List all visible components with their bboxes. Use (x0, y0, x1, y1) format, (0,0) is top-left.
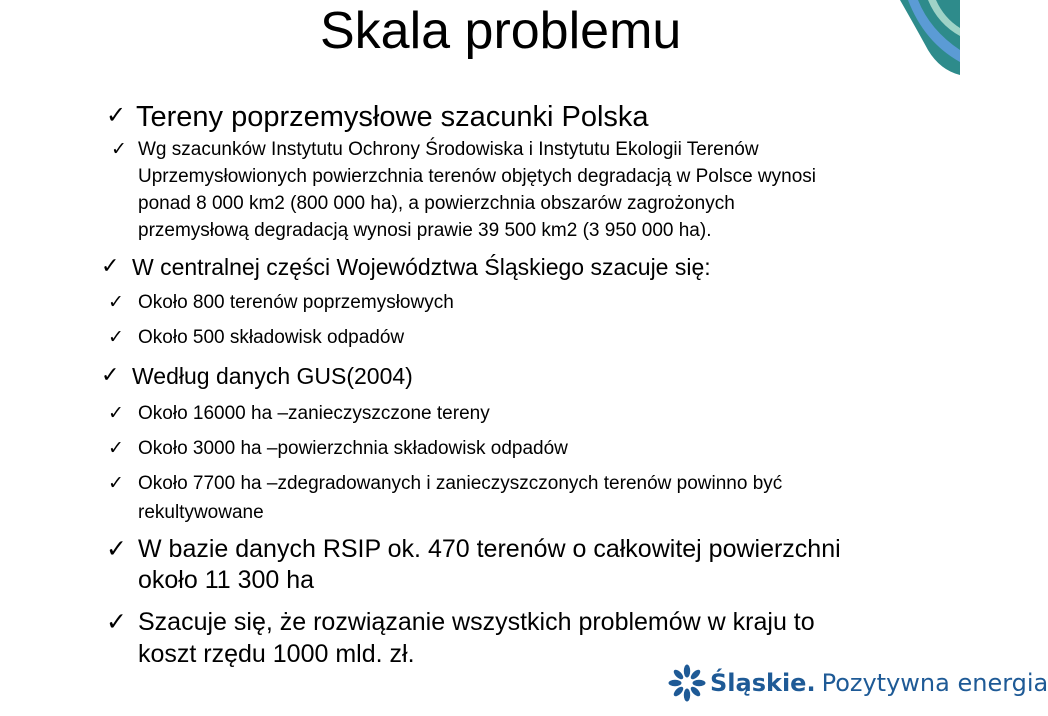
checkmark-icon: ✓ (101, 363, 120, 388)
bullet-text-line: przemysłową degradacją wynosi prawie 39 500 km2 (3 950 000 ha). (138, 220, 712, 241)
bullet-text-line: Uprzemysłowionych powierzchnia terenów objętych degradacją w Polsce wynosi (138, 166, 816, 187)
checkmark-icon: ✓ (106, 534, 127, 563)
bullet-text: Około 3000 ha –powierzchnia składowisk odpadów (138, 438, 568, 459)
bullet-text: Według danych GUS(2004) (132, 363, 413, 389)
bullet-text-line: W bazie danych RSIP ok. 470 terenów o całkowitej powierzchni (138, 535, 841, 563)
bullet-text-line: ponad 8 000 km2 (800 000 ha), a powierzchnia obszarów zagrożonych (138, 193, 735, 214)
bullet-text: Tereny poprzemysłowe szacunki Polska (136, 101, 649, 133)
bullet-text: Około 500 składowisk odpadów (138, 327, 405, 348)
checkmark-icon: ✓ (101, 254, 120, 279)
checkmark-icon: ✓ (108, 402, 124, 424)
silesia-flower-icon (668, 664, 706, 702)
bullet-text-line: rekultywowane (138, 502, 264, 523)
bullet-text-line: Szacuje się, że rozwiązanie wszystkich problemów w kraju to (138, 608, 815, 636)
logo-brand: Śląskie. (710, 669, 816, 697)
bullet-text: Około 800 terenów poprzemysłowych (138, 292, 454, 313)
checkmark-icon: ✓ (108, 326, 124, 348)
bullet-text-line: Około 7700 ha –zdegradowanych i zanieczyszczonych terenów powinno być (138, 473, 783, 494)
checkmark-icon: ✓ (108, 291, 124, 313)
slaskie-logo (668, 660, 1048, 710)
bullet-text-line: koszt rzędu 1000 mld. zł. (138, 640, 415, 668)
page-title: Skala problemu (320, 2, 682, 60)
checkmark-icon: ✓ (108, 472, 124, 494)
checkmark-icon: ✓ (106, 101, 127, 129)
checkmark-icon: ✓ (111, 138, 127, 160)
bullet-text-line: około 11 300 ha (138, 566, 315, 594)
logo-text (710, 668, 1048, 698)
checkmark-icon: ✓ (108, 437, 124, 459)
bullet-text-line: Wg szacunków Instytutu Ochrony Środowiska i Instytutu Ekologii Terenów (138, 139, 759, 160)
bullet-text: Około 16000 ha –zanieczyszczone tereny (138, 403, 490, 424)
bullet-text: W centralnej części Województwa Śląskiego szacuje się: (132, 254, 711, 280)
checkmark-icon: ✓ (106, 607, 127, 636)
logo-tagline: Pozytywna energia (821, 669, 1048, 697)
